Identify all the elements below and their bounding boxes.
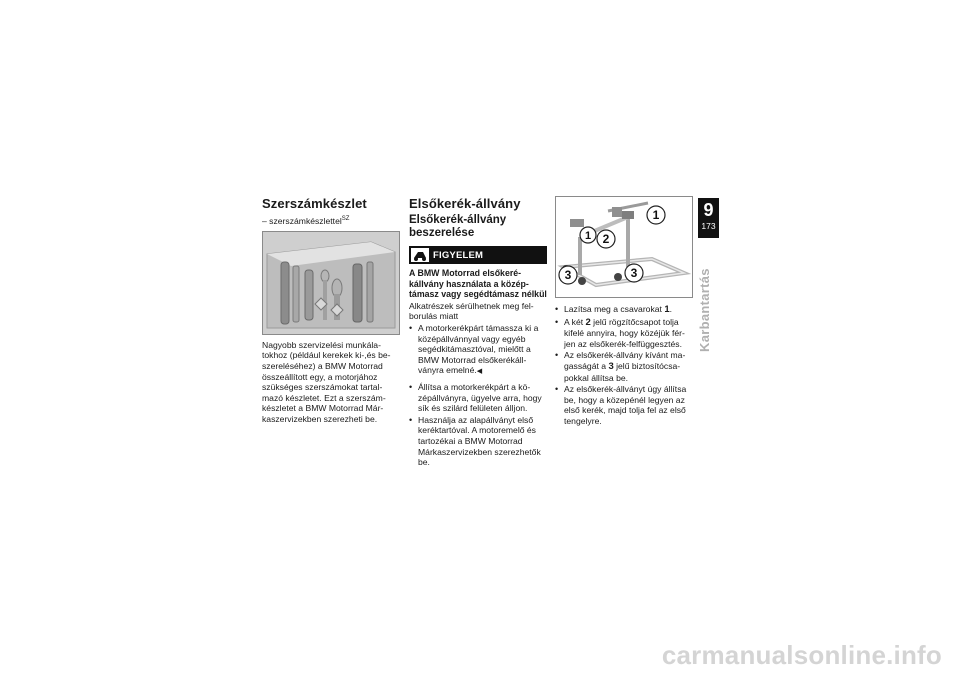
warning-bullet-list	[409, 323, 547, 378]
list-item: • Használja az alapállványt első keréktartóval. A motoremelő és tartozékai a BMW Motorrad Márkaszervizekben szerezhetők be.	[409, 415, 547, 468]
step-3-end: jelű biztosítócsa-pokkal állítsa be.	[564, 360, 681, 383]
stand-bullet-list	[409, 382, 547, 468]
step-2-text: A két	[564, 316, 586, 327]
page-number: 173	[701, 221, 716, 231]
callout-2: 2	[602, 232, 610, 246]
side-label-text: Karbantartás	[697, 268, 712, 352]
warning-label: FIGYELEM	[433, 249, 484, 261]
column-stand-steps	[555, 196, 693, 428]
warning-text: Alkatrészek sérülhetnek meg fel-borulás miatt	[409, 300, 534, 322]
tool-kit-figure	[262, 231, 400, 335]
step-1-text: Lazítsa meg a csavarokat	[564, 304, 665, 314]
column-front-stand	[409, 196, 547, 469]
ref-prefix: –	[262, 215, 270, 226]
warning-heading: A BMW Motorrad elsőkeré-kállvány használata a közép-támasz vagy segédtámasz nélkül	[409, 268, 547, 300]
tool-kit-reference	[262, 214, 400, 227]
list-item	[555, 317, 693, 350]
step-3-ref: 3	[608, 360, 614, 372]
step-1-ref: 1	[664, 304, 670, 315]
front-stand-illustration	[556, 197, 692, 297]
section-title-tool-kit: Szerszámkészlet	[262, 196, 367, 211]
warning-bullet	[409, 323, 547, 378]
list-item: • Állítsa a motorkerékpárt a kö-zépállványra, ügyelve arra, hogy sík és szilárd felületen álljon.	[409, 382, 547, 414]
warning-banner	[409, 246, 547, 264]
step-1-end: .	[669, 304, 672, 314]
step-3-text: Az elsőkerék-állvány kívánt ma-gasságát a	[564, 350, 686, 371]
chapter-tab	[698, 198, 719, 238]
list-item: • Az elsőkerék-állványt úgy állítsa be, hogy a közepénél legyen az első kerék, majd tolja fel az első tengelyre.	[555, 384, 693, 426]
watermark: carmanualsonline.info	[661, 640, 942, 670]
end-mark-icon: ◀	[476, 368, 483, 376]
section-title-front-stand: Elsőkerék-állvány	[409, 196, 521, 211]
callout-1-left: 1	[584, 230, 592, 242]
callout-3-left: 3	[564, 268, 572, 282]
front-stand-figure	[555, 196, 693, 298]
callout-3-right: 3	[630, 266, 638, 280]
steps-bullet-list	[555, 304, 693, 427]
callout-1-top: 1	[652, 208, 660, 222]
subsection-title-install: Elsőkerék-állvány beszerelése	[409, 214, 507, 239]
chapter-number: 9	[703, 200, 714, 220]
ref-text: szerszámkészlettel	[269, 215, 342, 226]
step-2-end: jelű rögzítőcsapot tolja kifelé annyira, hogy közéjük fér-jen az elsőkerék-felfüggesztés.	[564, 316, 685, 349]
warning-motorcycle-icon	[411, 248, 429, 262]
warning-bullet-text: A motorkerékpárt támassza ki a középállvánnyal vagy egyéb segédkitámasztóval, mielőtt a BMW Motorrad elsőkerékáll-ványra emelné.	[418, 322, 539, 376]
step-2-ref: 2	[585, 316, 591, 328]
ref-superscript: SZ	[341, 216, 350, 222]
column-tool-kit	[262, 196, 400, 425]
list-item	[555, 350, 693, 383]
tool-kit-paragraph: Nagyobb szervizelési munkála-tokhoz (például kerekek ki-,és be-szereléséhez) a BMW Motorrad összeállított egy, a motorjához szükséges szerszámokat tartal-mazó készletet. Ezt a szerszám-készletet a BMW Motorrad Már-kaszervizekben szerezheti be.	[262, 339, 391, 425]
list-item	[555, 304, 693, 316]
tool-kit-illustration	[263, 232, 399, 334]
